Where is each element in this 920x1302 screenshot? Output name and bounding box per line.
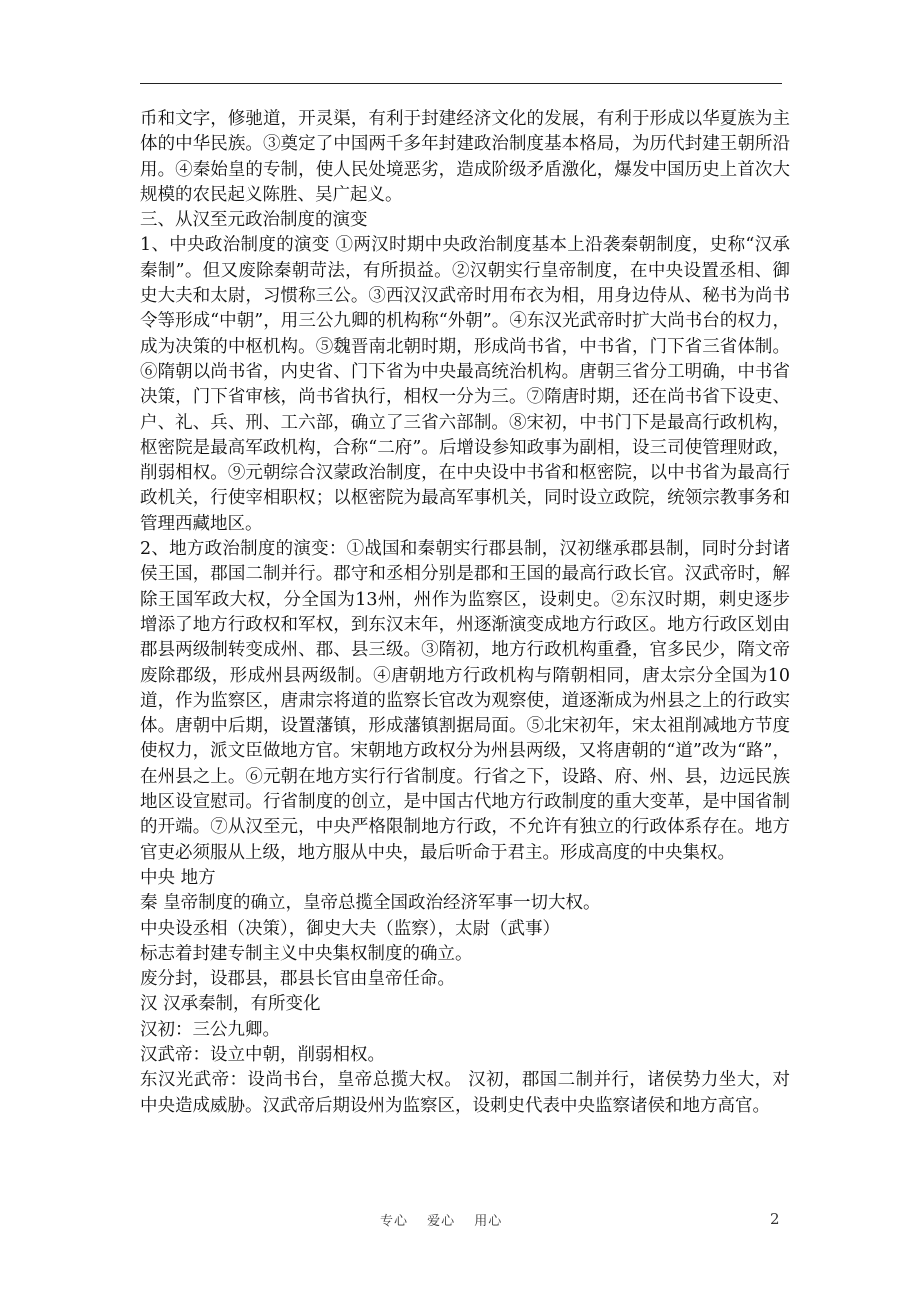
paragraph: 废分封，设郡县，郡县长官由皇帝任命。 [140, 969, 455, 990]
paragraph: 中央设丞相（决策），御史大夫（监察），太尉（武事） [140, 918, 560, 939]
header-rule [140, 83, 782, 84]
page-number: 2 [770, 1210, 780, 1228]
paragraph: 标志着封建专制主义中央集权制度的确立。 [140, 943, 473, 964]
paragraph: 汉初：三公九卿。 [140, 1019, 280, 1040]
paragraph: 汉 汉承秦制，有所变化 [140, 994, 321, 1015]
document-body [140, 107, 790, 1119]
table-heading: 中央 地方 [140, 867, 216, 888]
paragraph: 1、中央政治制度的演变 ①两汉时期中央政治制度基本上沿袭秦朝制度，史称“汉承秦制”。但又废除秦朝苛法，有所损益。②汉朝实行皇帝制度，在中央设置丞相、御史大夫和太尉，习惯称三公。③西汉汉武帝时用布衣为相，用身边侍从、秘书为尚书令等形成“中朝”，用三公九卿的机构称“外朝”。④东汉光武帝时扩大尚书台的权力，成为决策的中枢机构。⑤魏晋南北朝时期，形成尚书省，中书省，门下省三省体制。⑥隋朝以尚书省，内史省、门下省为中央最高统治机构。唐朝三省分工明确，中书省决策，门下省审核，尚书省执行，相权一分为三。⑦隋唐时期，还在尚书省下设吏、户、礼、兵、刑、工六部，确立了三省六部制。⑧宋初，中书门下是最高行政机构，枢密院是最高军政机构，合称“二府”。后增设参知政事为副相，设三司使管理财政，削弱相权。⑨元朝综合汉蒙政治制度，在中央设中书省和枢密院，以中书省为最高行政机关，行使宰相职权；以枢密院为最高军事机关，同时设立政院，统领宗教事务和管理西藏地区。 [140, 235, 790, 534]
paragraph: 2、地方政治制度的演变：①战国和秦朝实行郡县制，汉初继承郡县制，同时分封诸侯王国，郡国二制并行。郡守和丞相分别是郡和王国的最高行政长官。汉武帝时，解除王国军政大权，分全国为13州，州作为监察区，设刺史。②东汉时期，刺史逐步增添了地方行政权和军权，到东汉末年，州逐渐演变成地方行政区。地方行政区划由郡县两级制转变成州、郡、县三级。③隋初，地方行政机构重叠，官多民少，隋文帝废除郡级，形成州县两级制。④唐朝地方行政机构与隋朝相同，唐太宗分全国为10道，作为监察区，唐肃宗将道的监察长官改为观察使，道逐渐成为州县之上的行政实体。唐朝中后期，设置藩镇，形成藩镇割据局面。⑤北宋初年，宋太祖削减地方节度使权力，派文臣做地方官。宋朝地方政权分为州县两级，又将唐朝的“道”改为“路”，在州县之上。⑥元朝在地方实行行省制度。行省之下，设路、府、州、县，边远民族地区设宣慰司。行省制度的创立，是中国古代地方行政制度的重大变革，是中国省制的开端。⑦从汉至元，中央严格限制地方行政，不允许有独立的行政体系存在。地方官吏必须服从上级，地方服从中央，最后听命于君主。形成高度的中央集权。 [140, 539, 790, 863]
paragraph: 汉武帝：设立中朝，削弱相权。 [140, 1044, 385, 1065]
section-heading: 三、从汉至元政治制度的演变 [140, 210, 368, 231]
footer-slogan: 专心 爱心 用心 [380, 1214, 503, 1229]
paragraph: 秦 皇帝制度的确立，皇帝总揽全国政治经济军事一切大权。 [140, 893, 601, 914]
paragraph: 币和文字，修驰道，开灵渠，有利于封建经济文化的发展，有利于形成以华夏族为主体的中华民族。③奠定了中国两千多年封建政治制度基本格局，为历代封建王朝所沿用。④秦始皇的专制，使人民处境恶劣，造成阶级矛盾激化，爆发中国历史上首次大规模的农民起义陈胜、吴广起义。 [140, 109, 790, 205]
paragraph: 东汉光武帝：设尚书台，皇帝总揽大权。 汉初，郡国二制并行，诸侯势力坐大，对中央造成威胁。汉武帝后期设州为监察区，设刺史代表中央监察诸侯和地方高官。 [140, 1070, 790, 1116]
